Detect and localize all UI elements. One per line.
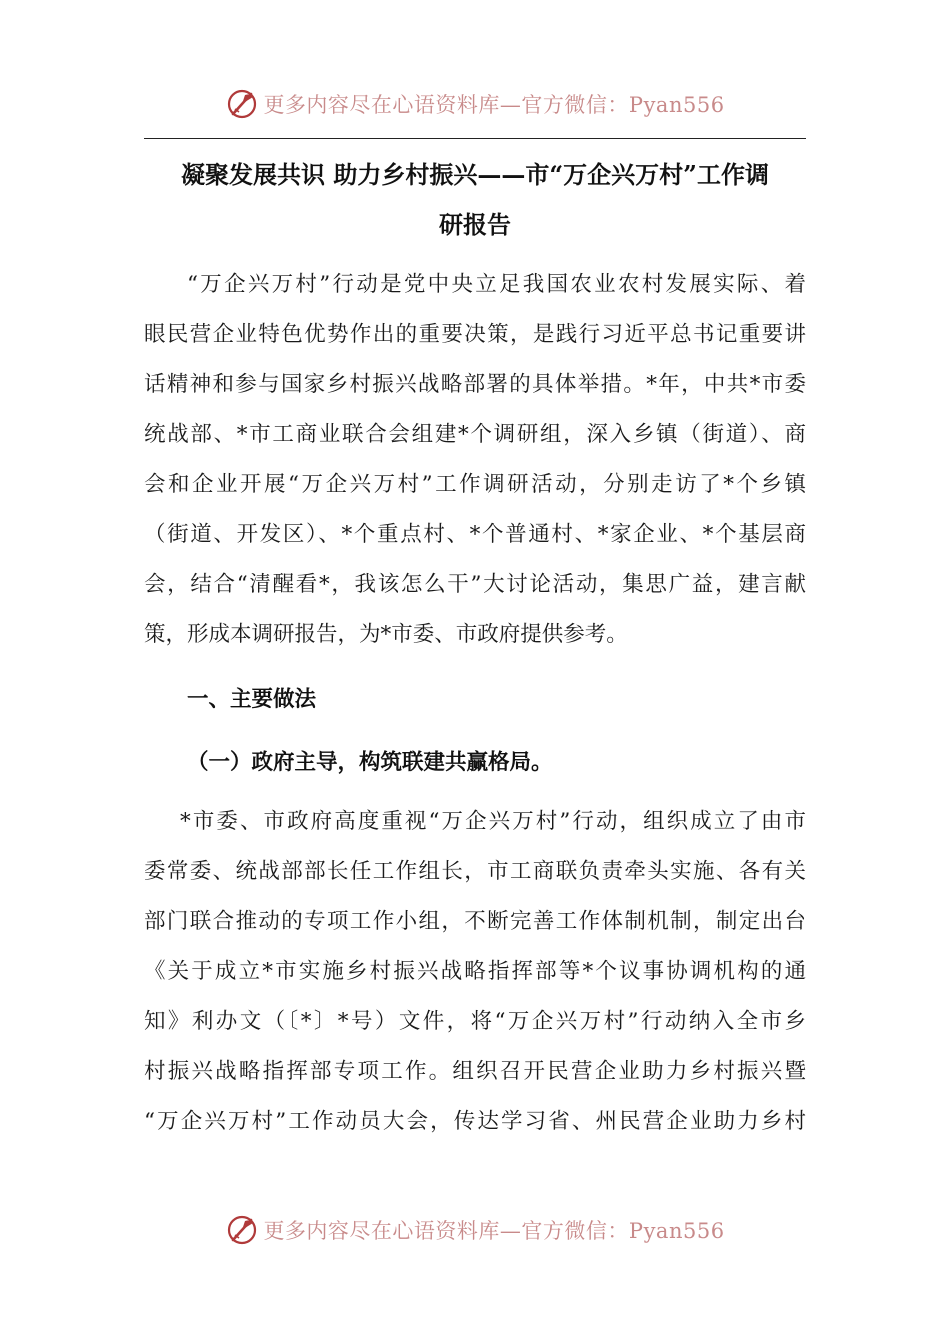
quill-logo-icon: [225, 87, 259, 121]
text-line: “万企兴万村”工作动员大会，传达学习省、州民营企业助力乡村: [144, 1109, 806, 1134]
text-line: “万企兴万村”行动是党中央立足我国农业农村发展实际、着: [187, 272, 806, 297]
text-line: 眼民营企业特色优势作出的重要决策，是践行习近平总书记重要讲: [144, 322, 806, 347]
text-line: 会和企业开展“万企兴万村”工作调研活动，分别走访了*个乡镇: [144, 472, 806, 497]
text-line: *市委、市政府高度重视“万企兴万村”行动，组织成立了由市: [180, 809, 806, 834]
subsection-heading: （一）政府主导，构筑联建共赢格局。: [187, 750, 553, 775]
body-paragraph: [144, 797, 806, 1147]
text-line: （街道、开发区）、*个重点村、*个普通村、*家企业、*个基层商: [144, 522, 806, 547]
header-watermark: [0, 84, 950, 124]
text-line: 话精神和参与国家乡村振兴战略部署的具体举措。*年，中共*市委: [144, 372, 806, 397]
text-line: 委常委、统战部部长任工作组长，市工商联负责牵头实施、各有关: [144, 859, 806, 884]
text-line: 部门联合推动的专项工作小组，不断完善工作体制机制，制定出台: [144, 909, 806, 934]
text-line: 知》利办文（〔*〕*号）文件，将“万企兴万村”行动纳入全市乡: [144, 1009, 806, 1034]
watermark-text: 更多内容尽在心语资料库—官方微信：Pyan556: [263, 93, 725, 117]
title-line: 凝聚发展共识 助力乡村振兴——市“万企兴万村”工作调: [181, 160, 769, 189]
text-line: 策，形成本调研报告，为*市委、市政府提供参考。: [144, 622, 628, 647]
quill-logo-icon: [225, 1213, 259, 1247]
header-rule: [144, 138, 806, 139]
text-line: 《关于成立*市实施乡村振兴战略指挥部等*个议事协调机构的通: [144, 959, 806, 984]
watermark-text: 更多内容尽在心语资料库—官方微信：Pyan556: [263, 1219, 725, 1243]
footer-watermark: [0, 1210, 950, 1250]
document-title: [144, 150, 806, 250]
text-line: 统战部、*市工商业联合会组建*个调研组，深入乡镇（街道）、商: [144, 422, 806, 447]
text-line: 会，结合“清醒看*，我该怎么干”大讨论活动，集思广益，建言献: [144, 572, 806, 597]
text-line: 村振兴战略指挥部专项工作。组织召开民营企业助力乡村振兴暨: [144, 1059, 806, 1084]
intro-paragraph: [144, 260, 806, 660]
section-heading: 一、主要做法: [187, 687, 317, 712]
title-line: 研报告: [439, 210, 511, 239]
